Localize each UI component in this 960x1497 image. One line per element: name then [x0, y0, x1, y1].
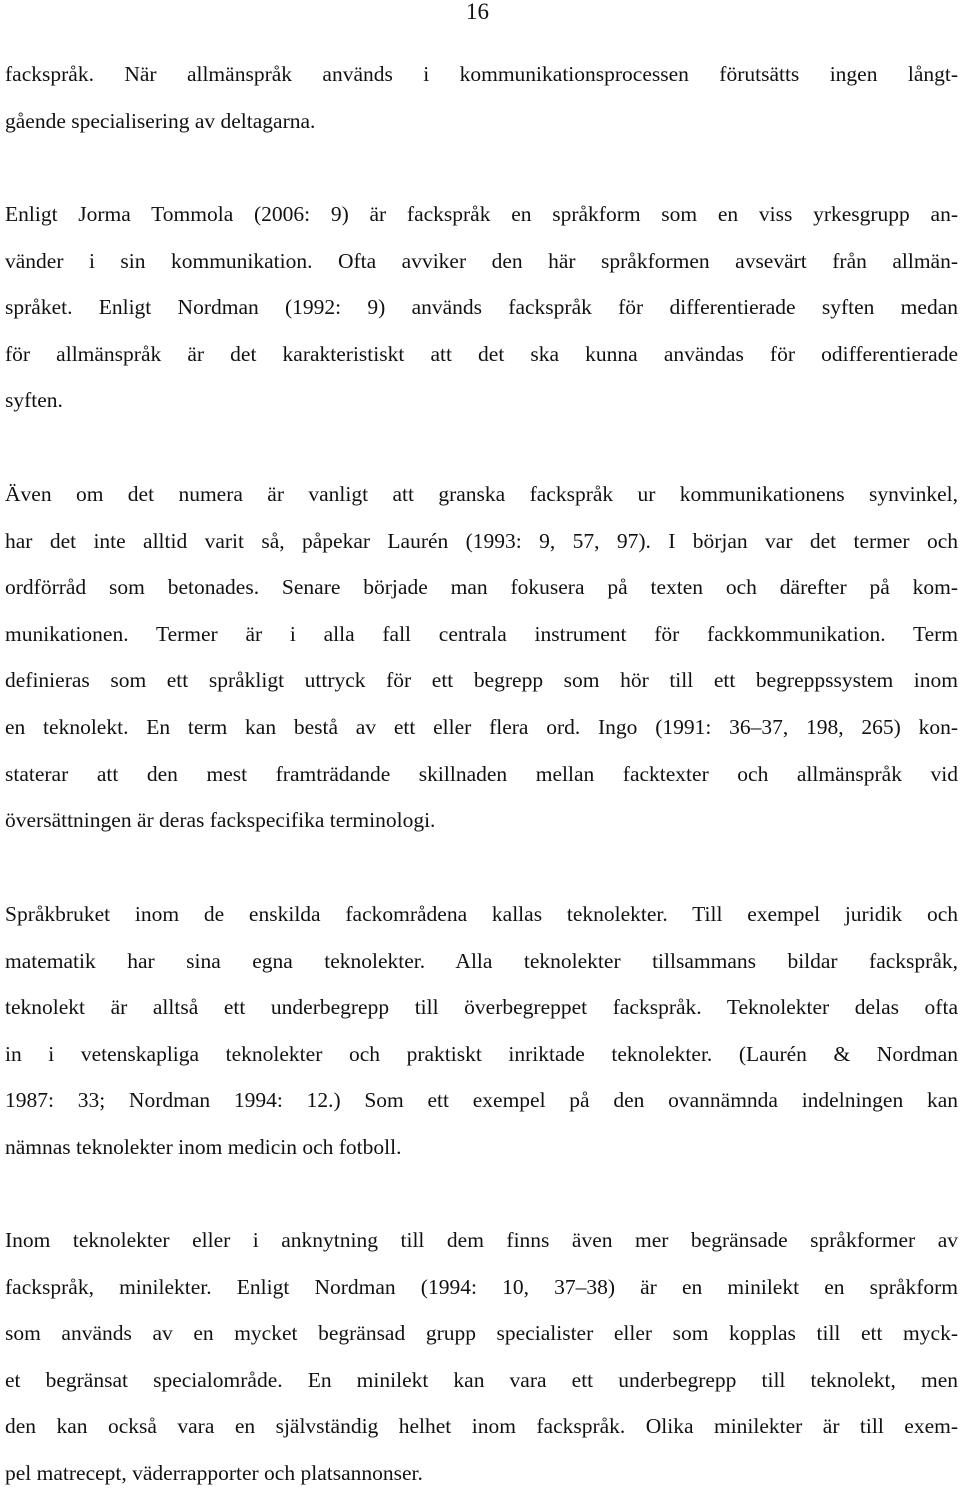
text-line: ordförråd som betonades. Senare började man fokusera på texten och därefter på kom-	[5, 575, 958, 600]
text-line: Även om det numera är vanligt att granska fackspråk ur kommunikationens synvinkel,	[5, 482, 958, 506]
paragraph-1	[5, 51, 958, 144]
paragraph-4	[5, 891, 958, 1171]
text-line: fackspråk, minilekter. Enligt Nordman (1994: 10, 37–38) är en minilekt en språkform	[5, 1274, 958, 1299]
text-line: vänder i sin kommunikation. Ofta avviker den här språkformen avsevärt från allmän-	[5, 248, 958, 273]
text-line: för allmänspråk är det karakteristiskt att det ska kunna användas för odifferentierade	[5, 341, 958, 366]
text-line: syften.	[5, 388, 63, 413]
text-line: staterar att den mest framträdande skillnaden mellan facktexter och allmänspråk vid	[5, 761, 958, 786]
text-line: den kan också vara en självständig helhet inom fackspråk. Olika minilekter är till exem-	[5, 1414, 958, 1439]
text-line: fackspråk. När allmänspråk används i kommunikationsprocessen förutsätts ingen långt-	[5, 62, 958, 86]
text-line: nämnas teknolekter inom medicin och fotboll.	[5, 1134, 402, 1159]
text-line: pel matrecept, väderrapporter och platsannonser.	[5, 1460, 423, 1485]
text-line: Inom teknolekter eller i anknytning till dem finns även mer begränsade språkformer av	[5, 1228, 958, 1252]
text-line: en teknolekt. En term kan bestå av ett eller flera ord. Ingo (1991: 36–37, 198, 265) kon-	[5, 714, 958, 739]
text-line: gående specialisering av deltagarna.	[5, 108, 316, 133]
text-line: matematik har sina egna teknolekter. Alla teknolekter tillsammans bildar fackspråk,	[5, 948, 958, 973]
page-number: 16	[466, 0, 489, 24]
text-line: Språkbruket inom de enskilda fackområdena kallas teknolekter. Till exempel juridik och	[5, 902, 958, 926]
text-line: 1987: 33; Nordman 1994: 12.) Som ett exempel på den ovannämnda indelningen kan	[5, 1088, 958, 1113]
text-line: munikationen. Termer är i alla fall centrala instrument för fackkommunikation. Term	[5, 621, 958, 646]
text-line: et begränsat specialområde. En minilekt kan vara ett underbegrepp till teknolekt, men	[5, 1367, 958, 1392]
paragraph-3	[5, 471, 958, 844]
text-line: teknolekt är alltså ett underbegrepp till överbegreppet fackspråk. Teknolekter delas ofta	[5, 995, 958, 1020]
text-line: Enligt Jorma Tommola (2006: 9) är fackspråk en språkform som en viss yrkesgrupp an-	[5, 202, 958, 226]
text-line: som används av en mycket begränsad grupp specialister eller som kopplas till ett myck-	[5, 1321, 958, 1346]
text-line: har det inte alltid varit så, påpekar Laurén (1993: 9, 57, 97). I början var det termer och	[5, 528, 958, 553]
text-line: översättningen är deras fackspecifika terminologi.	[5, 808, 436, 833]
paragraph-5	[5, 1217, 958, 1497]
text-line: definieras som ett språkligt uttryck för ett begrepp som hör till ett begreppssystem inom	[5, 668, 958, 693]
text-line: språket. Enligt Nordman (1992: 9) används fackspråk för differentierade syften medan	[5, 295, 958, 320]
text-line: in i vetenskapliga teknolekter och praktiskt inriktade teknolekter. (Laurén & Nordman	[5, 1041, 958, 1066]
paragraph-2	[5, 191, 958, 424]
